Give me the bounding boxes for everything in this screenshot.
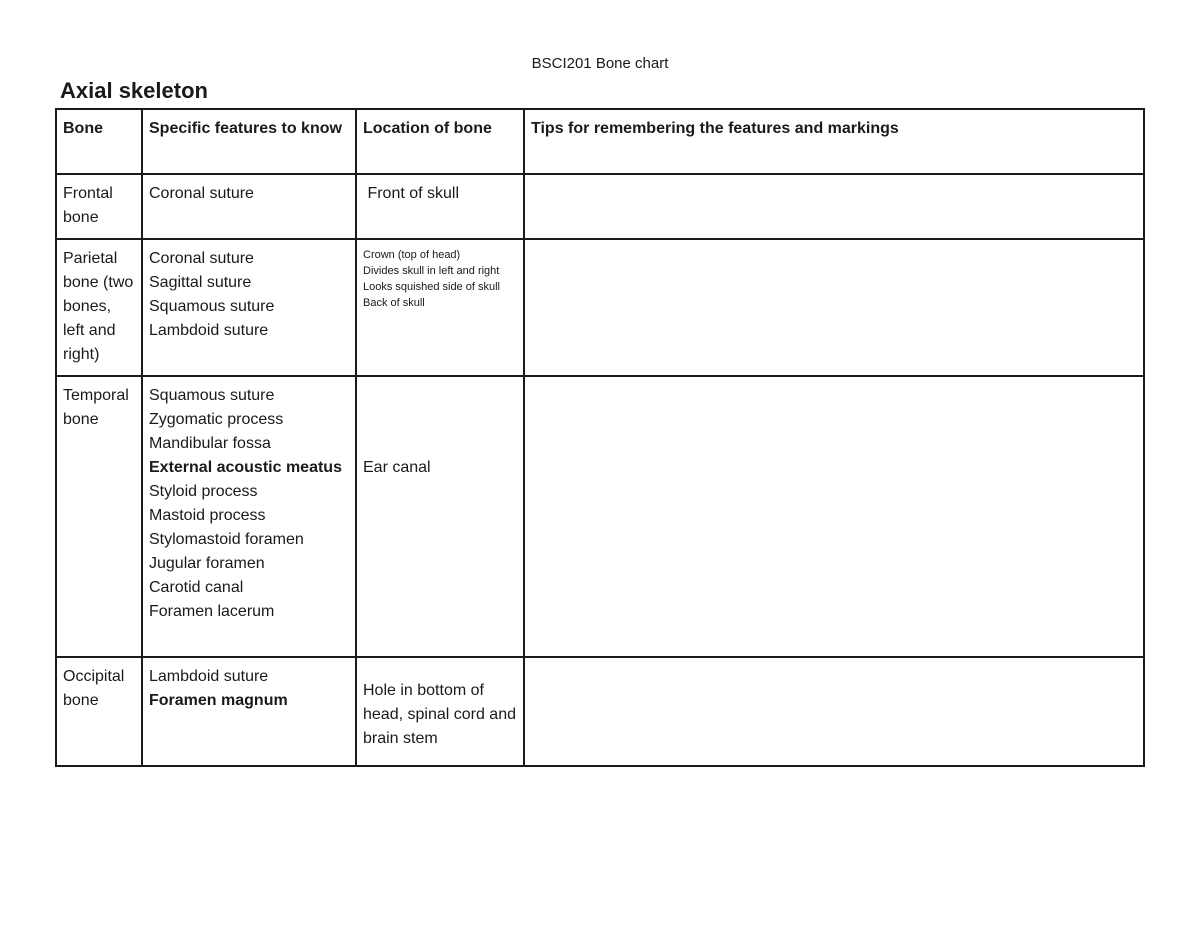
location-text: Looks squished side of skull bbox=[363, 281, 500, 293]
location-cell bbox=[356, 376, 524, 657]
feature-item: Coronal suture bbox=[149, 250, 254, 267]
features-cell bbox=[142, 657, 356, 766]
feature-item: Mastoid process bbox=[149, 507, 266, 524]
feature-item: Squamous suture bbox=[149, 298, 275, 315]
column-header-tips: Tips for remembering the features and markings bbox=[524, 109, 1144, 174]
feature-item: Stylomastoid foramen bbox=[149, 531, 304, 548]
location-cell bbox=[356, 657, 524, 766]
column-header-location: Location of bone bbox=[356, 109, 524, 174]
table-row-temporal bbox=[56, 376, 1144, 657]
tips-cell[interactable] bbox=[524, 239, 1144, 376]
feature-item: Zygomatic process bbox=[149, 411, 284, 428]
table-header-row bbox=[56, 109, 1144, 174]
feature-item: Styloid process bbox=[149, 483, 258, 500]
feature-item: Squamous suture bbox=[149, 387, 275, 404]
feature-item-bold: Foramen magnum bbox=[149, 692, 288, 709]
feature-item: Foramen lacerum bbox=[149, 603, 275, 620]
section-title: Axial skeleton bbox=[60, 78, 208, 103]
column-header-features: Specific features to know bbox=[142, 109, 356, 174]
feature-item: Mandibular fossa bbox=[149, 435, 271, 452]
bone-name-cell: Temporal bone bbox=[56, 376, 142, 657]
feature-item: Lambdoid suture bbox=[149, 322, 269, 339]
feature-item: Carotid canal bbox=[149, 579, 244, 596]
table-row-frontal bbox=[56, 174, 1144, 239]
tips-cell[interactable] bbox=[524, 376, 1144, 657]
location-text: Ear canal bbox=[363, 459, 431, 476]
features-cell bbox=[142, 239, 356, 376]
bone-name-cell: Parietal bone (two bones, left and right) bbox=[56, 239, 142, 376]
feature-item: Jugular foramen bbox=[149, 555, 265, 572]
location-text: Front of skull bbox=[363, 185, 460, 202]
location-cell bbox=[356, 239, 524, 376]
feature-item: Coronal suture bbox=[149, 185, 254, 202]
tips-cell[interactable] bbox=[524, 174, 1144, 239]
bone-name-cell: Frontal bone bbox=[56, 174, 142, 239]
features-cell bbox=[142, 174, 356, 239]
tips-cell[interactable] bbox=[524, 657, 1144, 766]
features-cell bbox=[142, 376, 356, 657]
feature-item: Lambdoid suture bbox=[149, 668, 269, 685]
location-text: Divides skull in left and right bbox=[363, 265, 500, 277]
location-cell bbox=[356, 174, 524, 239]
table-row-occipital bbox=[56, 657, 1144, 766]
feature-item: Sagittal suture bbox=[149, 274, 252, 291]
bone-name-cell: Occipital bone bbox=[56, 657, 142, 766]
location-text: Hole in bottom of head, spinal cord and brain stem bbox=[363, 682, 516, 747]
bone-chart-table bbox=[55, 108, 1145, 767]
table-row-parietal bbox=[56, 239, 1144, 376]
document-header-title: BSCI201 Bone chart bbox=[531, 55, 669, 72]
feature-item-bold: External acoustic meatus bbox=[149, 459, 342, 476]
location-text: Back of skull bbox=[363, 297, 425, 309]
column-header-bone: Bone bbox=[56, 109, 142, 174]
location-text: Crown (top of head) bbox=[363, 249, 461, 261]
